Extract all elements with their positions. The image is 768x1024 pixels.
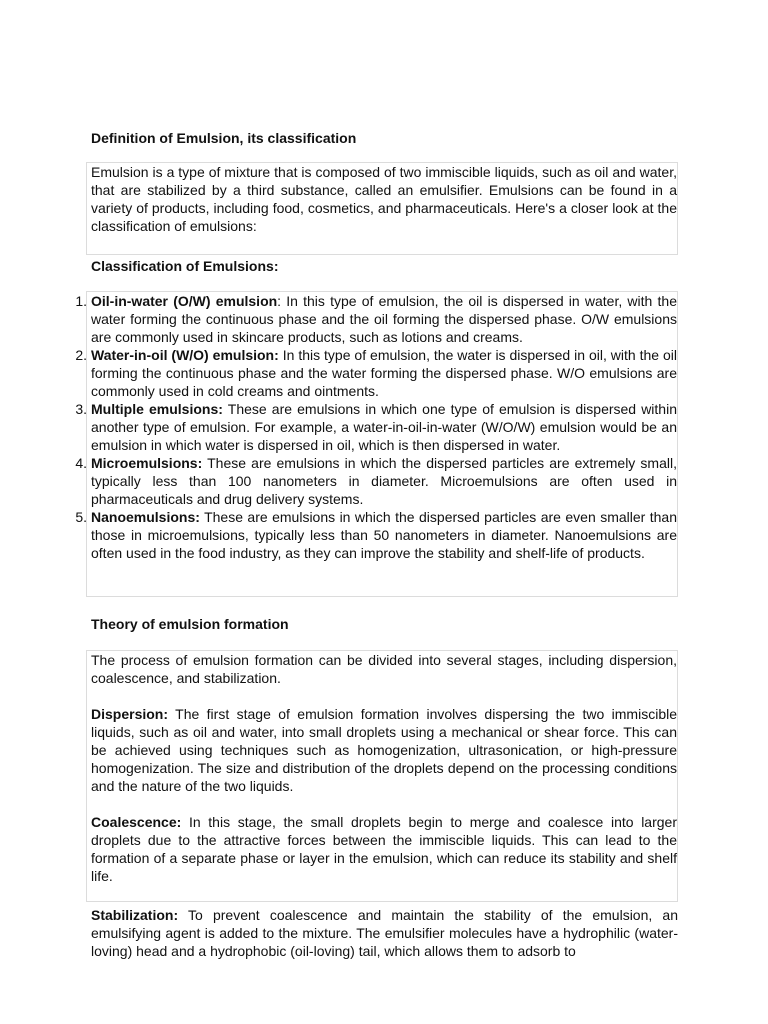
dispersion-term: Dispersion: — [91, 706, 169, 722]
stabilization-term: Stabilization: — [91, 907, 179, 923]
theory-box — [86, 650, 678, 902]
stabilization-paragraph — [91, 906, 678, 960]
list-number: 5. — [75, 509, 87, 525]
intro-box — [86, 162, 678, 255]
coalescence-term: Coalescence: — [91, 814, 182, 830]
coalescence-paragraph — [91, 813, 677, 885]
list-term: Multiple emulsions: — [91, 401, 223, 417]
list-number: 2. — [75, 347, 87, 363]
list-item — [75, 292, 677, 346]
classification-box — [75, 291, 678, 597]
list-term: Microemulsions: — [91, 455, 203, 471]
list-number: 1. — [75, 293, 87, 309]
list-term: Oil-in-water (O/W) emulsion — [91, 293, 278, 309]
list-item — [75, 508, 677, 562]
list-sep: : — [277, 293, 282, 309]
coalescence-text: In this stage, the small droplets begin to merge and coalesce into larger droplets due to the attractive forces between the immiscible liquids. This can lead to the formation of a separate phase or layer in the emulsion, which can reduce its stability and shelf life. — [91, 814, 677, 884]
list-text: These are emulsions in which the dispersed particles are even smaller than those in microemulsions, typically less than 50 nanometers in diameter. Nanoemulsions are often used in the food industry, as they can improve the stability and shelf-life of products. — [91, 509, 677, 561]
list-item — [75, 454, 677, 508]
list-term: Water-in-oil (W/O) emulsion: — [91, 347, 279, 363]
list-item — [75, 400, 677, 454]
list-text: These are emulsions in which one type of emulsion is dispersed within another type of emulsion. For example, a water-in-oil-in-water (W/O/W) emulsion would be an emulsion in which water is dispersed in oil, which is then dispersed in water. — [91, 401, 677, 453]
list-number: 4. — [75, 455, 87, 471]
list-text: In this type of emulsion, the oil is dispersed in water, with the water forming the continuous phase and the oil forming the dispersed phase. O/W emulsions are commonly used in skincare products, such as lotions and creams. — [91, 293, 677, 345]
list-term: Nanoemulsions: — [91, 509, 200, 525]
list-text: In this type of emulsion, the water is dispersed in oil, with the oil forming the continuous phase and the water forming the dispersed phase. W/O emulsions are commonly used in cold creams and ointments. — [91, 347, 678, 399]
list-number: 3. — [75, 401, 87, 417]
page-title: Definition of Emulsion, its classification — [91, 130, 357, 146]
dispersion-paragraph — [91, 705, 677, 795]
stabilization-block — [91, 906, 678, 960]
list-text: These are emulsions in which the dispersed particles are extremely small, typically less than 100 nanometers in diameter. Microemulsions are often used in pharmaceuticals and drug delivery systems. — [91, 455, 677, 507]
stabilization-text: To prevent coalescence and maintain the stability of the emulsion, an emulsifying agent is added to the mixture. The emulsifier molecules have a hydrophilic (water-loving) head and a hydrophobic (oil-loving) tail, which allows them to adsorb to — [91, 907, 678, 959]
dispersion-text: The first stage of emulsion formation involves dispersing the two immiscible liquids, such as oil and water, into small droplets using a mechanical or shear force. This can be achieved using techniques such as homogenization, ultrasonication, or high-pressure homogenization. The size and distribution of the droplets depend on the processing conditions and the nature of the two liquids. — [91, 706, 677, 794]
intro-paragraph: Emulsion is a type of mixture that is composed of two immiscible liquids, such as oil and water, that are stabilized by a third substance, called an emulsifier. Emulsions can be found in a variety of products, including food, cosmetics, and pharmaceuticals. Here's a closer look at the classification of emulsions: — [91, 164, 677, 234]
list-item — [75, 346, 678, 400]
theory-heading: Theory of emulsion formation — [91, 616, 289, 632]
classification-heading: Classification of Emulsions: — [91, 258, 279, 274]
classification-list — [75, 292, 678, 562]
theory-intro: The process of emulsion formation can be divided into several stages, including dispersion, coalescence, and stabilization. — [91, 652, 677, 686]
